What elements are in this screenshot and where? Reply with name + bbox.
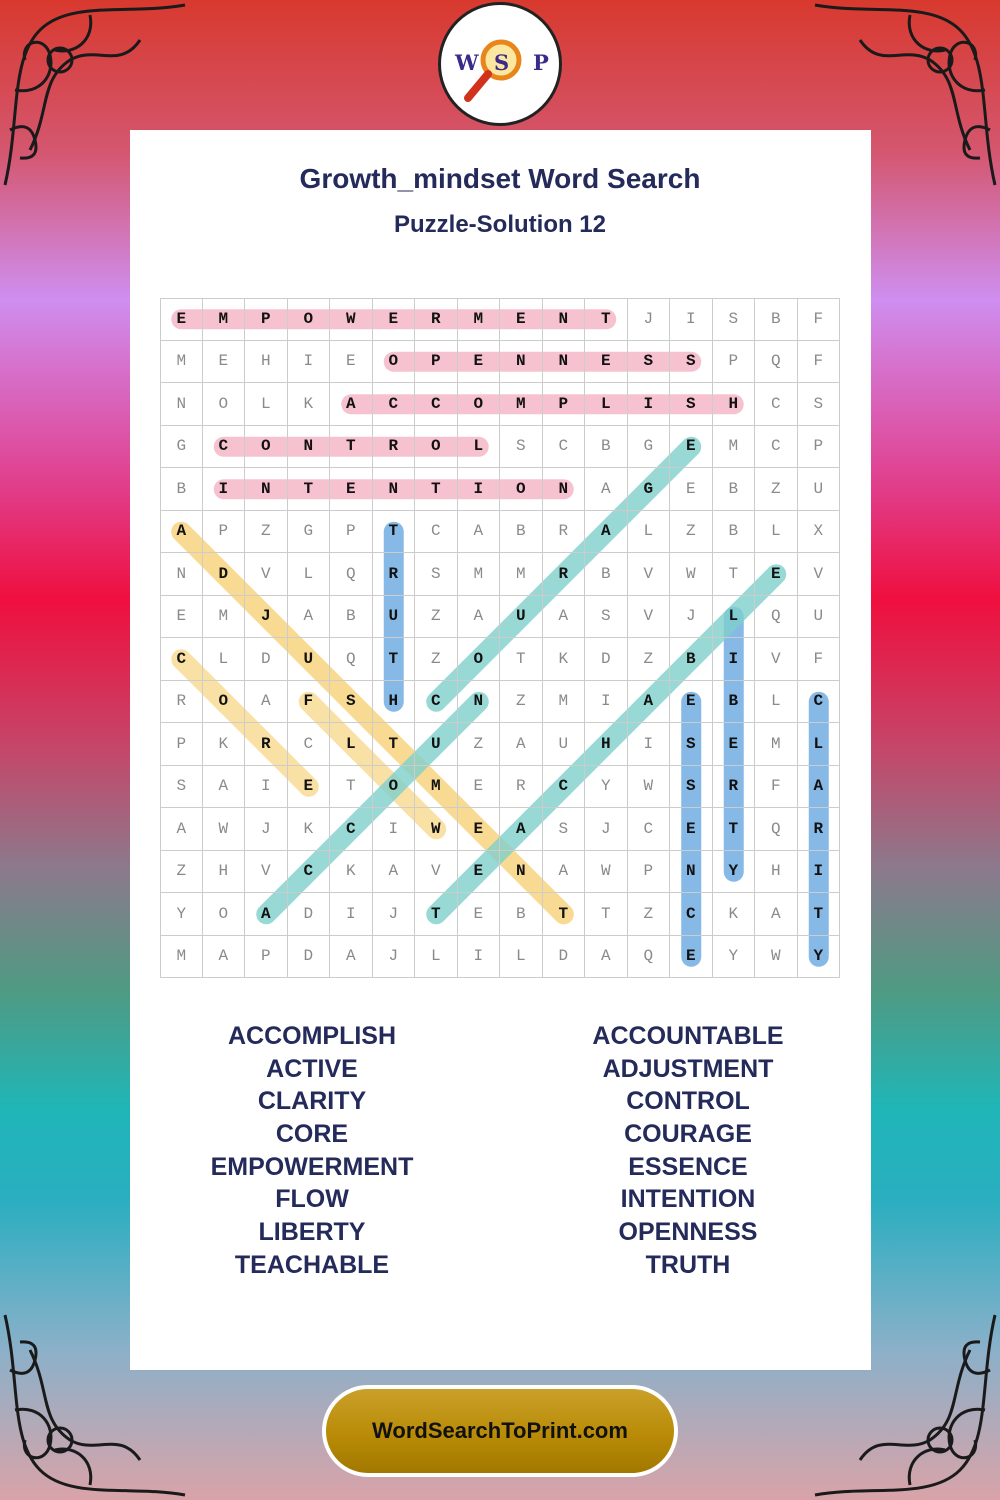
- grid-cell[interactable]: U: [288, 638, 331, 681]
- grid-cell[interactable]: U: [373, 596, 416, 639]
- grid-cell[interactable]: A: [245, 681, 288, 724]
- grid-cell[interactable]: P: [330, 511, 373, 554]
- grid-cell[interactable]: V: [798, 553, 841, 596]
- grid-cell[interactable]: E: [288, 766, 331, 809]
- grid-cell[interactable]: M: [543, 681, 586, 724]
- grid-cell[interactable]: W: [415, 808, 458, 851]
- grid-cell[interactable]: R: [543, 553, 586, 596]
- grid-cell[interactable]: B: [713, 468, 756, 511]
- grid-cell[interactable]: F: [288, 681, 331, 724]
- grid-cell[interactable]: Z: [628, 638, 671, 681]
- grid-cell[interactable]: U: [415, 723, 458, 766]
- logo-letter-s: S: [494, 50, 510, 75]
- grid-cell[interactable]: D: [288, 936, 331, 979]
- grid-cell[interactable]: E: [203, 341, 246, 384]
- grid-cell[interactable]: B: [160, 468, 203, 511]
- grid-cell[interactable]: O: [373, 341, 416, 384]
- grid-cell[interactable]: P: [543, 383, 586, 426]
- grid-cell[interactable]: U: [798, 468, 841, 511]
- grid-cell[interactable]: U: [543, 723, 586, 766]
- grid-cell[interactable]: C: [628, 808, 671, 851]
- grid-cell[interactable]: A: [160, 511, 203, 554]
- grid-cell[interactable]: C: [670, 893, 713, 936]
- grid-cell[interactable]: K: [288, 383, 331, 426]
- word-list-item: ESSENCE: [628, 1152, 748, 1181]
- grid-cell[interactable]: O: [458, 383, 501, 426]
- grid-cell[interactable]: C: [330, 808, 373, 851]
- grid-cell[interactable]: K: [203, 723, 246, 766]
- grid-cell[interactable]: T: [798, 893, 841, 936]
- word-list-item: OPENNESS: [618, 1218, 758, 1247]
- grid-cell[interactable]: M: [415, 766, 458, 809]
- grid-cell[interactable]: N: [160, 553, 203, 596]
- word-list-item: INTENTION: [620, 1185, 756, 1214]
- grid-cell[interactable]: G: [288, 511, 331, 554]
- site-link-button[interactable]: WordSearchToPrint.com: [322, 1385, 678, 1477]
- grid-cell[interactable]: V: [415, 851, 458, 894]
- grid-cell[interactable]: A: [330, 383, 373, 426]
- grid-cell[interactable]: M: [458, 553, 501, 596]
- grid-cell[interactable]: V: [245, 553, 288, 596]
- grid-cell[interactable]: A: [585, 511, 628, 554]
- grid-cell[interactable]: V: [245, 851, 288, 894]
- grid-cell[interactable]: D: [585, 638, 628, 681]
- grid-cell[interactable]: L: [500, 936, 543, 979]
- grid-cell[interactable]: I: [203, 468, 246, 511]
- grid-cell[interactable]: O: [203, 383, 246, 426]
- grid-cell[interactable]: A: [458, 511, 501, 554]
- grid-cell[interactable]: U: [500, 596, 543, 639]
- grid-cell[interactable]: L: [288, 553, 331, 596]
- grid-cell[interactable]: L: [415, 936, 458, 979]
- grid-cell[interactable]: T: [415, 468, 458, 511]
- grid-cell[interactable]: J: [245, 808, 288, 851]
- grid-cell[interactable]: Q: [330, 553, 373, 596]
- grid-cell[interactable]: T: [330, 426, 373, 469]
- grid-cell[interactable]: W: [628, 766, 671, 809]
- grid-cell[interactable]: C: [288, 723, 331, 766]
- grid-cell[interactable]: I: [628, 383, 671, 426]
- grid-cell[interactable]: H: [755, 851, 798, 894]
- grid-cell[interactable]: Y: [160, 893, 203, 936]
- grid-cell[interactable]: E: [670, 936, 713, 979]
- grid-cell[interactable]: E: [373, 298, 416, 341]
- grid-cell[interactable]: A: [585, 936, 628, 979]
- grid-cell[interactable]: Z: [245, 511, 288, 554]
- grid-cell[interactable]: D: [543, 936, 586, 979]
- word-list-left: [162, 1020, 462, 1282]
- grid-cell[interactable]: R: [500, 766, 543, 809]
- grid-cell[interactable]: C: [543, 426, 586, 469]
- grid-cell[interactable]: H: [373, 681, 416, 724]
- grid-cell[interactable]: E: [458, 766, 501, 809]
- grid-cell[interactable]: S: [798, 383, 841, 426]
- logo-letter-p: P: [533, 50, 549, 75]
- grid-cell[interactable]: T: [585, 893, 628, 936]
- grid-cell[interactable]: E: [458, 851, 501, 894]
- word-list-item: COURAGE: [624, 1120, 752, 1149]
- grid-cell[interactable]: S: [543, 808, 586, 851]
- grid-cell[interactable]: A: [373, 851, 416, 894]
- grid-cell[interactable]: P: [713, 341, 756, 384]
- grid-cell[interactable]: E: [458, 893, 501, 936]
- grid-cell[interactable]: O: [373, 766, 416, 809]
- grid-cell[interactable]: Z: [755, 468, 798, 511]
- grid-cell[interactable]: K: [330, 851, 373, 894]
- grid-cell[interactable]: N: [543, 298, 586, 341]
- grid-cell[interactable]: A: [203, 766, 246, 809]
- grid-cell[interactable]: M: [160, 341, 203, 384]
- grid-cell[interactable]: T: [373, 723, 416, 766]
- grid-cell[interactable]: A: [543, 851, 586, 894]
- grid-cell[interactable]: I: [458, 936, 501, 979]
- word-list-item: ACCOUNTABLE: [592, 1022, 784, 1050]
- grid-cell[interactable]: B: [500, 511, 543, 554]
- grid-cell[interactable]: I: [458, 468, 501, 511]
- grid-cell[interactable]: T: [713, 553, 756, 596]
- grid-cell[interactable]: N: [160, 383, 203, 426]
- grid-cell[interactable]: I: [798, 851, 841, 894]
- grid-cell[interactable]: E: [330, 341, 373, 384]
- grid-cell[interactable]: G: [628, 426, 671, 469]
- grid-cell[interactable]: A: [755, 893, 798, 936]
- grid-cell[interactable]: L: [245, 383, 288, 426]
- grid-cell[interactable]: I: [670, 298, 713, 341]
- grid-cell[interactable]: T: [543, 893, 586, 936]
- grid-cell[interactable]: V: [628, 553, 671, 596]
- grid-cell[interactable]: Q: [755, 808, 798, 851]
- grid-cell[interactable]: D: [203, 553, 246, 596]
- grid-cell[interactable]: J: [628, 298, 671, 341]
- grid-cell[interactable]: M: [500, 553, 543, 596]
- grid-cell[interactable]: C: [288, 851, 331, 894]
- grid-cell[interactable]: L: [585, 383, 628, 426]
- grid-cell[interactable]: S: [330, 681, 373, 724]
- grid-cell[interactable]: N: [373, 468, 416, 511]
- grid-cell[interactable]: R: [543, 511, 586, 554]
- grid-cell[interactable]: E: [670, 808, 713, 851]
- grid-cell[interactable]: P: [415, 341, 458, 384]
- grid-cell[interactable]: P: [245, 936, 288, 979]
- grid-cell[interactable]: S: [670, 766, 713, 809]
- page-title: Growth_mindset Word Search: [299, 163, 701, 194]
- grid-cell[interactable]: E: [670, 681, 713, 724]
- word-list-item: TEACHABLE: [234, 1250, 390, 1279]
- grid-cell[interactable]: R: [373, 426, 416, 469]
- grid-cell[interactable]: T: [713, 808, 756, 851]
- grid-cell[interactable]: E: [458, 341, 501, 384]
- grid-cell[interactable]: B: [713, 511, 756, 554]
- word-list-item: ACCOMPLISH: [227, 1022, 397, 1050]
- grid-cell[interactable]: L: [458, 426, 501, 469]
- grid-cell[interactable]: K: [713, 893, 756, 936]
- grid-cell[interactable]: H: [203, 851, 246, 894]
- grid-cell[interactable]: Y: [585, 766, 628, 809]
- grid-cell[interactable]: A: [288, 596, 331, 639]
- grid-cell[interactable]: D: [245, 638, 288, 681]
- grid-cell[interactable]: P: [628, 851, 671, 894]
- grid-cell[interactable]: V: [755, 638, 798, 681]
- word-list-item: FLOW: [275, 1185, 349, 1214]
- grid-cell[interactable]: A: [500, 723, 543, 766]
- grid-cell[interactable]: F: [798, 638, 841, 681]
- grid-cell[interactable]: K: [288, 808, 331, 851]
- grid-cell[interactable]: S: [500, 426, 543, 469]
- grid-cell[interactable]: C: [755, 426, 798, 469]
- grid-cell[interactable]: E: [755, 553, 798, 596]
- grid-cell[interactable]: C: [373, 383, 416, 426]
- grid-cell[interactable]: Q: [330, 638, 373, 681]
- grid-cell[interactable]: J: [670, 596, 713, 639]
- grid-cell[interactable]: M: [713, 426, 756, 469]
- grid-cell[interactable]: W: [670, 553, 713, 596]
- grid-cell[interactable]: O: [203, 681, 246, 724]
- grid-cell[interactable]: Z: [415, 596, 458, 639]
- grid-cell[interactable]: A: [458, 596, 501, 639]
- grid-cell[interactable]: O: [500, 468, 543, 511]
- grid-cell[interactable]: B: [585, 553, 628, 596]
- grid-cell[interactable]: X: [798, 511, 841, 554]
- grid-cell[interactable]: M: [203, 298, 246, 341]
- grid-cell[interactable]: S: [670, 723, 713, 766]
- grid-cell[interactable]: Z: [628, 893, 671, 936]
- grid-cell[interactable]: E: [670, 468, 713, 511]
- grid-cell[interactable]: F: [755, 766, 798, 809]
- grid-cell[interactable]: J: [373, 893, 416, 936]
- grid-cell[interactable]: R: [415, 298, 458, 341]
- grid-cell[interactable]: S: [628, 341, 671, 384]
- grid-cell[interactable]: E: [670, 426, 713, 469]
- grid-cell[interactable]: M: [500, 383, 543, 426]
- grid-cell[interactable]: K: [543, 638, 586, 681]
- word-list-item: TRUTH: [645, 1250, 731, 1279]
- grid-cell[interactable]: Q: [628, 936, 671, 979]
- grid-cell[interactable]: T: [500, 638, 543, 681]
- grid-cell[interactable]: S: [670, 341, 713, 384]
- grid-cell[interactable]: P: [245, 298, 288, 341]
- grid-cell[interactable]: T: [330, 766, 373, 809]
- grid-cell[interactable]: C: [415, 681, 458, 724]
- grid-cell[interactable]: C: [203, 426, 246, 469]
- grid-cell[interactable]: Z: [415, 638, 458, 681]
- grid-cell[interactable]: L: [713, 596, 756, 639]
- grid-cell[interactable]: Z: [500, 681, 543, 724]
- grid-cell[interactable]: C: [755, 383, 798, 426]
- grid-cell[interactable]: M: [160, 936, 203, 979]
- grid-cell[interactable]: M: [755, 723, 798, 766]
- grid-cell[interactable]: J: [373, 936, 416, 979]
- grid-cell[interactable]: A: [798, 766, 841, 809]
- grid-cell[interactable]: R: [713, 766, 756, 809]
- grid-cell[interactable]: N: [670, 851, 713, 894]
- grid-cell[interactable]: C: [543, 766, 586, 809]
- grid-cell[interactable]: G: [160, 426, 203, 469]
- grid-cell[interactable]: O: [245, 426, 288, 469]
- grid-cell[interactable]: A: [628, 681, 671, 724]
- grid-cell[interactable]: C: [798, 681, 841, 724]
- grid-cell[interactable]: T: [585, 298, 628, 341]
- grid-cell[interactable]: S: [585, 596, 628, 639]
- grid-cell[interactable]: P: [203, 511, 246, 554]
- grid-cell[interactable]: N: [458, 681, 501, 724]
- grid-cell[interactable]: G: [628, 468, 671, 511]
- grid-cell[interactable]: H: [713, 383, 756, 426]
- page-subtitle: Puzzle-Solution 12: [393, 211, 606, 238]
- word-list-item: CLARITY: [257, 1087, 367, 1116]
- grid-cell[interactable]: Z: [458, 723, 501, 766]
- grid-cell[interactable]: A: [543, 596, 586, 639]
- grid-cell[interactable]: W: [585, 851, 628, 894]
- grid-cell[interactable]: N: [500, 341, 543, 384]
- grid-cell[interactable]: A: [203, 936, 246, 979]
- grid-cell[interactable]: N: [543, 341, 586, 384]
- word-list-item: LIBERTY: [258, 1218, 366, 1247]
- grid-cell[interactable]: O: [458, 638, 501, 681]
- logo-letter-w: W: [455, 50, 479, 75]
- grid-cell[interactable]: W: [330, 298, 373, 341]
- grid-cell[interactable]: A: [500, 808, 543, 851]
- grid-cell[interactable]: H: [585, 723, 628, 766]
- grid-cell[interactable]: Y: [713, 851, 756, 894]
- grid-cell[interactable]: E: [458, 808, 501, 851]
- word-list-item: EMPOWERMENT: [210, 1152, 414, 1181]
- grid-cell[interactable]: L: [330, 723, 373, 766]
- grid-cell[interactable]: I: [330, 893, 373, 936]
- grid-cell[interactable]: J: [245, 596, 288, 639]
- grid-cell[interactable]: P: [798, 426, 841, 469]
- grid-cell[interactable]: T: [373, 638, 416, 681]
- grid-cell[interactable]: N: [245, 468, 288, 511]
- grid-cell[interactable]: I: [288, 341, 331, 384]
- grid-cell[interactable]: D: [288, 893, 331, 936]
- grid-cell[interactable]: B: [500, 893, 543, 936]
- grid-cell[interactable]: I: [713, 638, 756, 681]
- grid-cell[interactable]: I: [373, 808, 416, 851]
- grid-cell[interactable]: L: [755, 511, 798, 554]
- grid-cell[interactable]: A: [160, 808, 203, 851]
- letter-grid: [160, 298, 840, 978]
- word-list-right: [538, 1020, 838, 1282]
- grid-cell[interactable]: I: [585, 681, 628, 724]
- grid-cell[interactable]: T: [415, 893, 458, 936]
- grid-cell[interactable]: T: [288, 468, 331, 511]
- grid-cell[interactable]: B: [330, 596, 373, 639]
- site-logo[interactable]: [438, 2, 562, 126]
- grid-cell[interactable]: S: [415, 553, 458, 596]
- grid-cell[interactable]: B: [670, 638, 713, 681]
- grid-cell[interactable]: L: [203, 638, 246, 681]
- grid-cell[interactable]: R: [373, 553, 416, 596]
- grid-cell[interactable]: W: [203, 808, 246, 851]
- grid-cell[interactable]: S: [670, 383, 713, 426]
- grid-cell[interactable]: Z: [160, 851, 203, 894]
- grid-cell[interactable]: V: [628, 596, 671, 639]
- grid-cell[interactable]: A: [245, 893, 288, 936]
- grid-cell[interactable]: E: [160, 596, 203, 639]
- grid-cell[interactable]: Y: [798, 936, 841, 979]
- grid-cell[interactable]: B: [755, 298, 798, 341]
- grid-cell[interactable]: Q: [755, 596, 798, 639]
- grid-cell[interactable]: F: [798, 298, 841, 341]
- grid-cell[interactable]: I: [245, 766, 288, 809]
- grid-cell[interactable]: C: [415, 511, 458, 554]
- grid-cell[interactable]: F: [798, 341, 841, 384]
- grid-cell[interactable]: E: [330, 468, 373, 511]
- word-list-item: CONTROL: [626, 1087, 750, 1116]
- grid-cell[interactable]: N: [543, 468, 586, 511]
- grid-cell[interactable]: A: [330, 936, 373, 979]
- grid-cell[interactable]: Y: [713, 936, 756, 979]
- grid-cell[interactable]: L: [798, 723, 841, 766]
- grid-cell[interactable]: W: [755, 936, 798, 979]
- grid-cell[interactable]: L: [755, 681, 798, 724]
- grid-cell[interactable]: E: [500, 298, 543, 341]
- grid-cell[interactable]: E: [160, 298, 203, 341]
- word-list-item: ADJUSTMENT: [602, 1054, 774, 1083]
- grid-cell[interactable]: I: [628, 723, 671, 766]
- grid-cell[interactable]: S: [713, 298, 756, 341]
- grid-cell[interactable]: M: [203, 596, 246, 639]
- grid-cell[interactable]: B: [585, 426, 628, 469]
- grid-cell[interactable]: P: [160, 723, 203, 766]
- word-list-item: ACTIVE: [266, 1054, 358, 1083]
- grid-cell[interactable]: R: [245, 723, 288, 766]
- grid-cell[interactable]: A: [585, 468, 628, 511]
- grid-cell[interactable]: U: [798, 596, 841, 639]
- grid-cell[interactable]: O: [288, 298, 331, 341]
- grid-cell[interactable]: J: [585, 808, 628, 851]
- grid-cell[interactable]: O: [203, 893, 246, 936]
- grid-cell[interactable]: S: [160, 766, 203, 809]
- grid-cell[interactable]: N: [288, 426, 331, 469]
- grid-cell[interactable]: C: [160, 638, 203, 681]
- grid-cell[interactable]: R: [160, 681, 203, 724]
- grid-cell[interactable]: R: [798, 808, 841, 851]
- grid-cell[interactable]: L: [628, 511, 671, 554]
- grid-cell[interactable]: T: [373, 511, 416, 554]
- grid-cell[interactable]: O: [415, 426, 458, 469]
- grid-cell[interactable]: N: [500, 851, 543, 894]
- word-list-item: CORE: [275, 1120, 349, 1149]
- grid-cell[interactable]: Z: [670, 511, 713, 554]
- grid-cell[interactable]: Q: [755, 341, 798, 384]
- grid-cell[interactable]: M: [458, 298, 501, 341]
- grid-cell[interactable]: C: [415, 383, 458, 426]
- grid-cell[interactable]: E: [713, 723, 756, 766]
- grid-cell[interactable]: H: [245, 341, 288, 384]
- grid-cell[interactable]: E: [585, 341, 628, 384]
- grid-cell[interactable]: B: [713, 681, 756, 724]
